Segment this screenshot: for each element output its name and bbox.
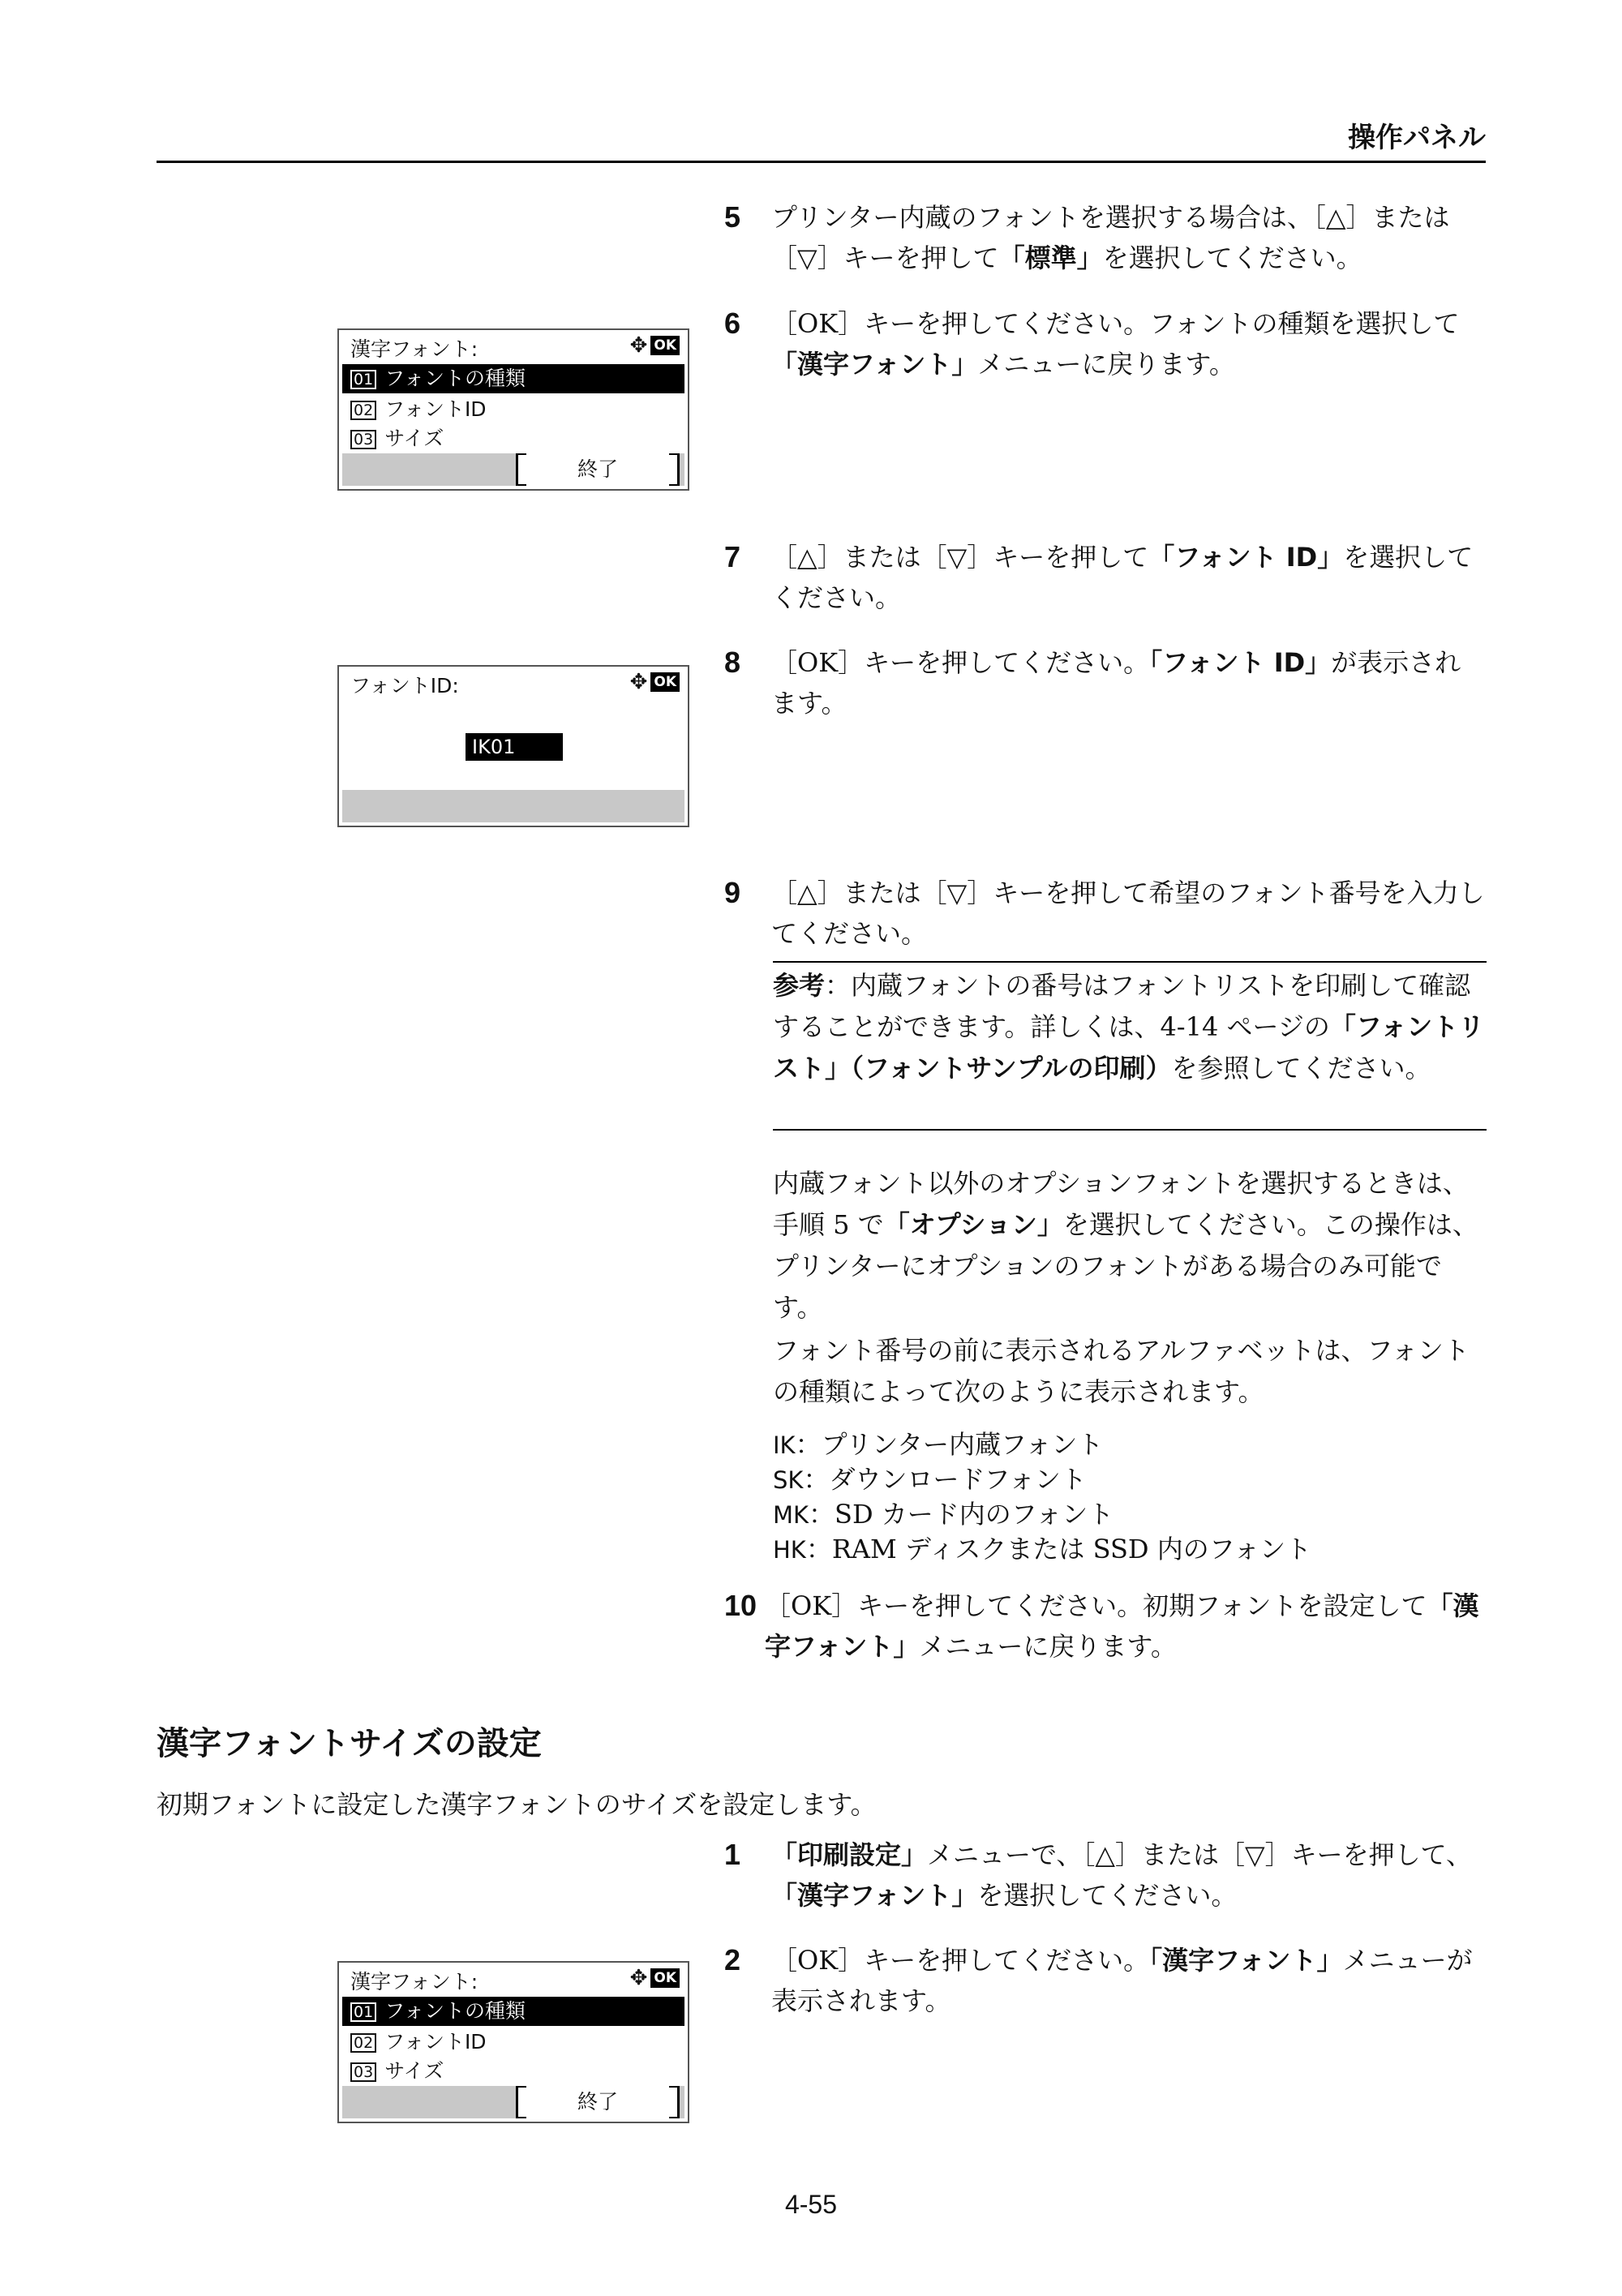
font-code-desc: ：プリンター内蔵フォント [795, 1429, 1104, 1460]
lcd-title: 漢字フォント: [350, 1970, 478, 1993]
lcd-menu-item-size[interactable] [342, 2057, 684, 2086]
section-step-2 [724, 1940, 1487, 2021]
section-step-1 [724, 1835, 1487, 1916]
dpad-icon: ✥ [629, 333, 648, 358]
step-8 [724, 642, 1487, 723]
step-number: 5 [724, 200, 741, 234]
font-code-desc: ：RAM ディスクまたは SSD 内のフォント [805, 1534, 1312, 1564]
page-number: 4-55 [784, 2190, 838, 2219]
item-label: サイズ [384, 427, 444, 450]
header-title: 操作パネル [1348, 122, 1486, 154]
font-code-list [773, 1427, 1487, 1567]
section-title: 漢字フォントサイズの設定 [157, 1725, 542, 1762]
item-label: フォントの種類 [384, 367, 526, 390]
lcd-menu-item-font-id[interactable] [342, 2028, 684, 2057]
lcd-kanji-font-menu-2 [337, 1961, 689, 2123]
item-index: 03 [350, 2062, 376, 2082]
font-code: IK [773, 1431, 796, 1459]
note-label: 参考 [773, 970, 826, 1001]
note-keyword: 「フォントリスト」（フォントサンプルの印刷） [773, 1011, 1485, 1084]
item-index: 01 [350, 370, 376, 389]
lcd-title: 漢字フォント: [350, 337, 478, 361]
para-text: を選択してください。この操作は、プリンターにオプションのフォントがある場合のみ可能です。 [773, 1209, 1478, 1323]
step-5 [724, 197, 1487, 278]
font-code-desc: ：ダウンロードフォント [803, 1464, 1087, 1495]
option-font-paragraph [773, 1163, 1487, 1328]
step-keyword: 「漢字フォント」 [771, 1880, 978, 1911]
step-keyword: 「標準」 [998, 242, 1103, 273]
item-index: 01 [350, 2002, 376, 2022]
step-number: 1 [724, 1838, 741, 1871]
step-text: ［OK］キーを押してください。初期フォントを設定して [765, 1590, 1427, 1621]
lcd-menu-item-font-type[interactable] [342, 1997, 684, 2026]
step-text: ［OK］キーを押してください。 [771, 647, 1150, 678]
end-button[interactable]: 終了 [516, 453, 680, 486]
font-code: HK [773, 1536, 806, 1564]
note-bottom-rule [773, 1129, 1487, 1131]
lcd-kanji-font-menu [337, 328, 689, 491]
step-text: を選択してください。 [977, 1880, 1238, 1911]
step-keyword: 「フォント ID」 [1148, 542, 1344, 573]
font-code: MK [773, 1501, 809, 1529]
item-label: フォントID [384, 2030, 487, 2054]
step-text: を選択してください。 [771, 542, 1474, 613]
lcd-title: フォントID: [350, 674, 459, 697]
item-label: フォントの種類 [384, 1999, 526, 2023]
lcd-footer [342, 2086, 684, 2118]
step-number: 6 [724, 307, 741, 340]
font-code-item [773, 1462, 1487, 1497]
step-text: ［△］または［▽］キーを押して [771, 542, 1149, 573]
step-number: 8 [724, 646, 741, 679]
item-label: フォントID [384, 397, 487, 421]
step-text: ［OK］キーを押してください。フォントの種類を選択して [771, 308, 1460, 339]
lcd-menu-item-size[interactable] [342, 424, 684, 453]
font-code-item [773, 1497, 1487, 1532]
step-keyword: 「印刷設定」 [771, 1839, 928, 1870]
para-text: 内蔵フォント以外のオプションフォントを選択するときは、手順 5 で [773, 1168, 1469, 1240]
step-keyword: 「フォント ID」 [1149, 647, 1332, 678]
item-index: 02 [350, 401, 376, 420]
step-number: 2 [724, 1943, 741, 1976]
step-9 [724, 873, 1487, 954]
font-prefix-paragraph: フォント番号の前に表示されるアルファベットは、フォントの種類によって次のように表示されます。 [773, 1335, 1470, 1407]
step-text: ［OK］キーを押してください。 [771, 1945, 1150, 1976]
font-code: SK [773, 1466, 804, 1494]
step-text: を選択してください。 [1102, 242, 1362, 273]
item-label: サイズ [384, 2059, 444, 2083]
step-6 [724, 303, 1487, 384]
step-number: 9 [724, 876, 741, 909]
end-button[interactable]: 終了 [516, 2086, 680, 2118]
step-keyword: 「漢字フォント」 [765, 1590, 1479, 1662]
step-keyword: 「漢字フォント」 [1149, 1945, 1343, 1976]
step-text: メニューで、［△］または［▽］キーを押して、 [927, 1839, 1472, 1870]
font-id-value[interactable]: IK01 [466, 733, 563, 761]
section-intro: 初期フォントに設定した漢字フォントのサイズを設定します。 [157, 1789, 877, 1820]
font-code-item [773, 1532, 1487, 1567]
para-keyword: 「オプション」 [883, 1209, 1063, 1240]
step-text: メニューに戻ります。 [919, 1631, 1177, 1662]
ok-icon: OK [650, 672, 680, 692]
ok-icon: OK [650, 1968, 680, 1988]
lcd-font-id-screen [337, 665, 689, 827]
step-text: メニューが表示されます。 [771, 1945, 1473, 2016]
font-code-desc: ：SD カード内のフォント [809, 1499, 1114, 1530]
note-top-rule [773, 961, 1487, 963]
lcd-footer [342, 453, 684, 486]
dpad-icon: ✥ [629, 1966, 648, 1990]
step-7 [724, 537, 1487, 618]
step-number: 10 [724, 1589, 757, 1622]
step-number: 7 [724, 540, 741, 573]
ok-icon: OK [650, 336, 680, 355]
lcd-menu-item-font-type[interactable] [342, 364, 684, 393]
item-index: 03 [350, 430, 376, 449]
item-index: 02 [350, 2033, 376, 2053]
note-text: ：内蔵フォントの番号はフォントリストを印刷して確認することができます。詳しくは、4-14 ページの [773, 970, 1471, 1042]
lcd-menu-item-font-id[interactable] [342, 395, 684, 424]
dpad-icon: ✥ [629, 670, 648, 694]
note-text: を参照してください。 [1171, 1053, 1431, 1084]
step-text: ［△］または［▽］キーを押して希望のフォント番号を入力してください。 [771, 878, 1485, 949]
note [773, 965, 1487, 1089]
step-text: プリンター内蔵のフォントを選択する場合は、［△］または［▽］キーを押して [771, 202, 1450, 273]
header-rule [157, 161, 1486, 163]
step-keyword: 「漢字フォント」 [771, 349, 978, 380]
lcd-footer [342, 790, 684, 822]
step-text: メニューに戻ります。 [977, 349, 1235, 380]
font-code-item [773, 1427, 1487, 1462]
step-10 [724, 1586, 1487, 1667]
step-text: が表示されます。 [771, 647, 1461, 719]
